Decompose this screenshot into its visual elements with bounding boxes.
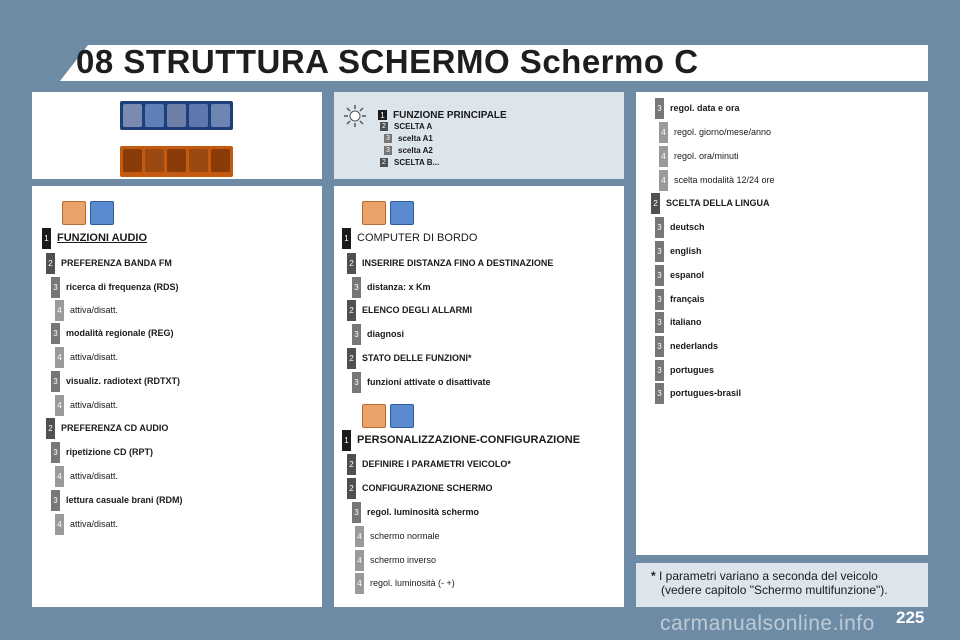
list-item bbox=[51, 279, 179, 295]
list-item-label: regol. ora/minuti bbox=[674, 151, 739, 161]
list-item-label: schermo normale bbox=[370, 531, 440, 541]
list-item-label: DEFINIRE I PARAMETRI VEICOLO* bbox=[362, 459, 511, 469]
list-item-label: CONFIGURAZIONE SCHERMO bbox=[362, 483, 493, 493]
list-item bbox=[352, 326, 404, 342]
list-item-label: nederlands bbox=[670, 341, 719, 351]
level-badge: 3 bbox=[384, 134, 392, 143]
footnote bbox=[651, 569, 888, 597]
list-item-label: schermo inverso bbox=[370, 555, 437, 565]
legend-row-label: SCELTA A bbox=[394, 122, 433, 131]
level-badge: 3 bbox=[51, 371, 60, 392]
list-item bbox=[347, 480, 493, 496]
list-item-label: deutsch bbox=[670, 222, 705, 232]
list-item bbox=[347, 350, 472, 366]
level-badge: 3 bbox=[384, 146, 392, 155]
level-badge: 3 bbox=[352, 502, 361, 523]
section-heading bbox=[42, 230, 147, 246]
list-item-label: lettura casuale brani (RDM) bbox=[66, 495, 183, 505]
list-item bbox=[51, 325, 174, 341]
list-item bbox=[46, 420, 168, 436]
level-badge: 1 bbox=[378, 110, 387, 120]
legend-row-label: SCELTA B... bbox=[394, 158, 440, 167]
settings-icon bbox=[390, 404, 414, 428]
level-badge: 4 bbox=[55, 514, 64, 535]
list-item bbox=[655, 291, 705, 307]
computer-icon bbox=[362, 201, 386, 225]
list-item bbox=[659, 172, 775, 188]
level-badge: 2 bbox=[347, 253, 356, 274]
footnote-star: * bbox=[651, 569, 656, 583]
level-badge: 2 bbox=[380, 122, 388, 131]
level-badge: 3 bbox=[655, 383, 664, 404]
level-badge: 1 bbox=[342, 228, 351, 249]
section-heading-label: COMPUTER DI BORDO bbox=[357, 232, 478, 244]
legend-row-label: scelta A1 bbox=[398, 134, 433, 143]
legend-main-label: FUNZIONE PRINCIPALE bbox=[393, 109, 507, 121]
level-badge: 1 bbox=[342, 430, 351, 451]
legend-row bbox=[384, 134, 433, 143]
list-item-label: portugues-brasil bbox=[670, 388, 742, 398]
list-item-label: portugues bbox=[670, 365, 714, 375]
list-item-label: funzioni attivate o disattivate bbox=[367, 377, 491, 387]
list-item-label: italiano bbox=[670, 317, 702, 327]
list-item bbox=[55, 302, 118, 318]
watermark: carmanualsonline.info bbox=[660, 612, 875, 635]
level-badge: 3 bbox=[51, 442, 60, 463]
level-badge: 2 bbox=[347, 348, 356, 369]
panel-legend bbox=[334, 92, 624, 179]
list-item bbox=[655, 362, 714, 378]
level-badge: 3 bbox=[655, 360, 664, 381]
level-badge: 2 bbox=[347, 300, 356, 321]
computer-icon bbox=[167, 149, 186, 172]
list-item bbox=[55, 468, 118, 484]
level-badge: 2 bbox=[347, 454, 356, 475]
list-item-label: ripetizione CD (RPT) bbox=[66, 447, 153, 457]
list-item bbox=[655, 338, 718, 354]
level-badge: 4 bbox=[355, 550, 364, 571]
list-item bbox=[655, 219, 705, 235]
level-badge: 3 bbox=[352, 277, 361, 298]
list-item-label: français bbox=[670, 294, 705, 304]
list-item bbox=[355, 552, 436, 568]
level-badge: 3 bbox=[352, 372, 361, 393]
level-badge: 3 bbox=[655, 217, 664, 238]
level-badge: 3 bbox=[655, 98, 664, 119]
list-item bbox=[655, 243, 702, 259]
list-item bbox=[55, 397, 118, 413]
legend-main bbox=[378, 107, 507, 123]
level-badge: 4 bbox=[55, 466, 64, 487]
telephone-icon bbox=[145, 104, 164, 127]
level-badge: 3 bbox=[655, 265, 664, 286]
list-item bbox=[655, 100, 740, 116]
level-badge: 3 bbox=[51, 490, 60, 511]
audio-icon bbox=[123, 104, 142, 127]
list-item bbox=[347, 456, 511, 472]
list-item-label: ricerca di frequenza (RDS) bbox=[66, 282, 179, 292]
legend-row-label: scelta A2 bbox=[398, 146, 433, 155]
level-badge: 4 bbox=[55, 395, 64, 416]
list-item-label: attiva/disatt. bbox=[70, 519, 119, 529]
list-item-label: visualiz. radiotext (RDTXT) bbox=[66, 376, 181, 386]
list-item bbox=[655, 267, 704, 283]
list-item-label: INSERIRE DISTANZA FINO A DESTINAZIONE bbox=[362, 258, 554, 268]
level-badge: 4 bbox=[659, 170, 668, 191]
computer-icon bbox=[167, 104, 186, 127]
audio-icon bbox=[62, 201, 86, 225]
fuel-icon bbox=[189, 104, 208, 127]
list-item-label: modalità regionale (REG) bbox=[66, 328, 174, 338]
level-badge: 3 bbox=[51, 323, 60, 344]
level-badge: 4 bbox=[659, 146, 668, 167]
list-item-label: espanol bbox=[670, 270, 705, 280]
config-icon bbox=[362, 404, 386, 428]
level-badge: 4 bbox=[355, 526, 364, 547]
level-badge: 2 bbox=[46, 418, 55, 439]
section-heading-label: PERSONALIZZAZIONE-CONFIGURAZIONE bbox=[357, 434, 581, 446]
fuel-icon bbox=[390, 201, 414, 225]
list-item-label: regol. luminosità schermo bbox=[367, 507, 480, 517]
list-item bbox=[347, 302, 472, 318]
list-item bbox=[655, 314, 702, 330]
footnote-line2: (vedere capitolo "Schermo multifunzione"). bbox=[661, 583, 888, 597]
list-item-label: regol. luminosità (- +) bbox=[370, 578, 455, 588]
list-item-label: diagnosi bbox=[367, 329, 405, 339]
list-item bbox=[355, 528, 440, 544]
fuel-icon bbox=[189, 149, 208, 172]
list-item-label: regol. data e ora bbox=[670, 103, 740, 113]
telephone-icon bbox=[90, 201, 114, 225]
list-item bbox=[55, 349, 118, 365]
level-badge: 2 bbox=[651, 193, 660, 214]
list-item bbox=[46, 255, 172, 271]
list-item bbox=[51, 492, 183, 508]
list-item bbox=[55, 516, 118, 532]
config-icon bbox=[211, 104, 230, 127]
list-item-label: distanza: x Km bbox=[367, 282, 431, 292]
list-item-label: attiva/disatt. bbox=[70, 352, 119, 362]
list-item-label: english bbox=[670, 246, 702, 256]
list-item bbox=[51, 373, 180, 389]
level-badge: 3 bbox=[655, 312, 664, 333]
level-badge: 3 bbox=[51, 277, 60, 298]
list-item-label: attiva/disatt. bbox=[70, 400, 119, 410]
level-badge: 2 bbox=[46, 253, 55, 274]
level-badge: 3 bbox=[655, 289, 664, 310]
list-item bbox=[347, 255, 553, 271]
list-item bbox=[352, 279, 431, 295]
list-item-label: SCELTA DELLA LINGUA bbox=[666, 198, 770, 208]
list-item bbox=[51, 444, 153, 460]
level-badge: 4 bbox=[659, 122, 668, 143]
list-item bbox=[352, 374, 491, 390]
level-badge: 3 bbox=[655, 241, 664, 262]
list-item-label: ELENCO DEGLI ALLARMI bbox=[362, 305, 473, 315]
level-badge: 3 bbox=[655, 336, 664, 357]
list-item bbox=[651, 195, 770, 211]
level-badge: 4 bbox=[55, 300, 64, 321]
level-badge: 4 bbox=[55, 347, 64, 368]
section-heading-label: FUNZIONI AUDIO bbox=[57, 232, 148, 244]
menu-screen-blue bbox=[120, 101, 233, 130]
list-item-label: scelta modalità 12/24 ore bbox=[674, 175, 775, 185]
page-title: 08 STRUTTURA SCHERMO Schermo C bbox=[76, 43, 699, 80]
audio-icon bbox=[123, 149, 142, 172]
list-item-label: PREFERENZA CD AUDIO bbox=[61, 423, 169, 433]
list-item bbox=[355, 575, 455, 591]
list-item-label: attiva/disatt. bbox=[70, 305, 119, 315]
legend-row bbox=[384, 146, 433, 155]
list-item bbox=[659, 148, 739, 164]
list-item-label: STATO DELLE FUNZIONI* bbox=[362, 353, 472, 363]
level-badge: 2 bbox=[347, 478, 356, 499]
list-item-label: regol. giorno/mese/anno bbox=[674, 127, 772, 137]
level-badge: 2 bbox=[380, 158, 388, 167]
level-badge: 1 bbox=[42, 228, 51, 249]
legend-row bbox=[380, 158, 439, 167]
section-heading bbox=[342, 432, 580, 448]
page-number: 225 bbox=[896, 608, 925, 627]
telephone-icon bbox=[145, 149, 164, 172]
list-item-label: attiva/disatt. bbox=[70, 471, 119, 481]
level-badge: 4 bbox=[355, 573, 364, 594]
footnote-line1: I parametri variano a seconda del veicolo bbox=[659, 569, 878, 583]
list-item bbox=[655, 385, 741, 401]
list-item bbox=[659, 124, 771, 140]
list-item-label: PREFERENZA BANDA FM bbox=[61, 258, 172, 268]
menu-screen-orange bbox=[120, 146, 233, 177]
light-icon bbox=[343, 104, 367, 128]
list-item bbox=[352, 504, 479, 520]
config-icon bbox=[211, 149, 230, 172]
level-badge: 3 bbox=[352, 324, 361, 345]
section-heading bbox=[342, 230, 477, 246]
legend-row bbox=[380, 122, 432, 131]
